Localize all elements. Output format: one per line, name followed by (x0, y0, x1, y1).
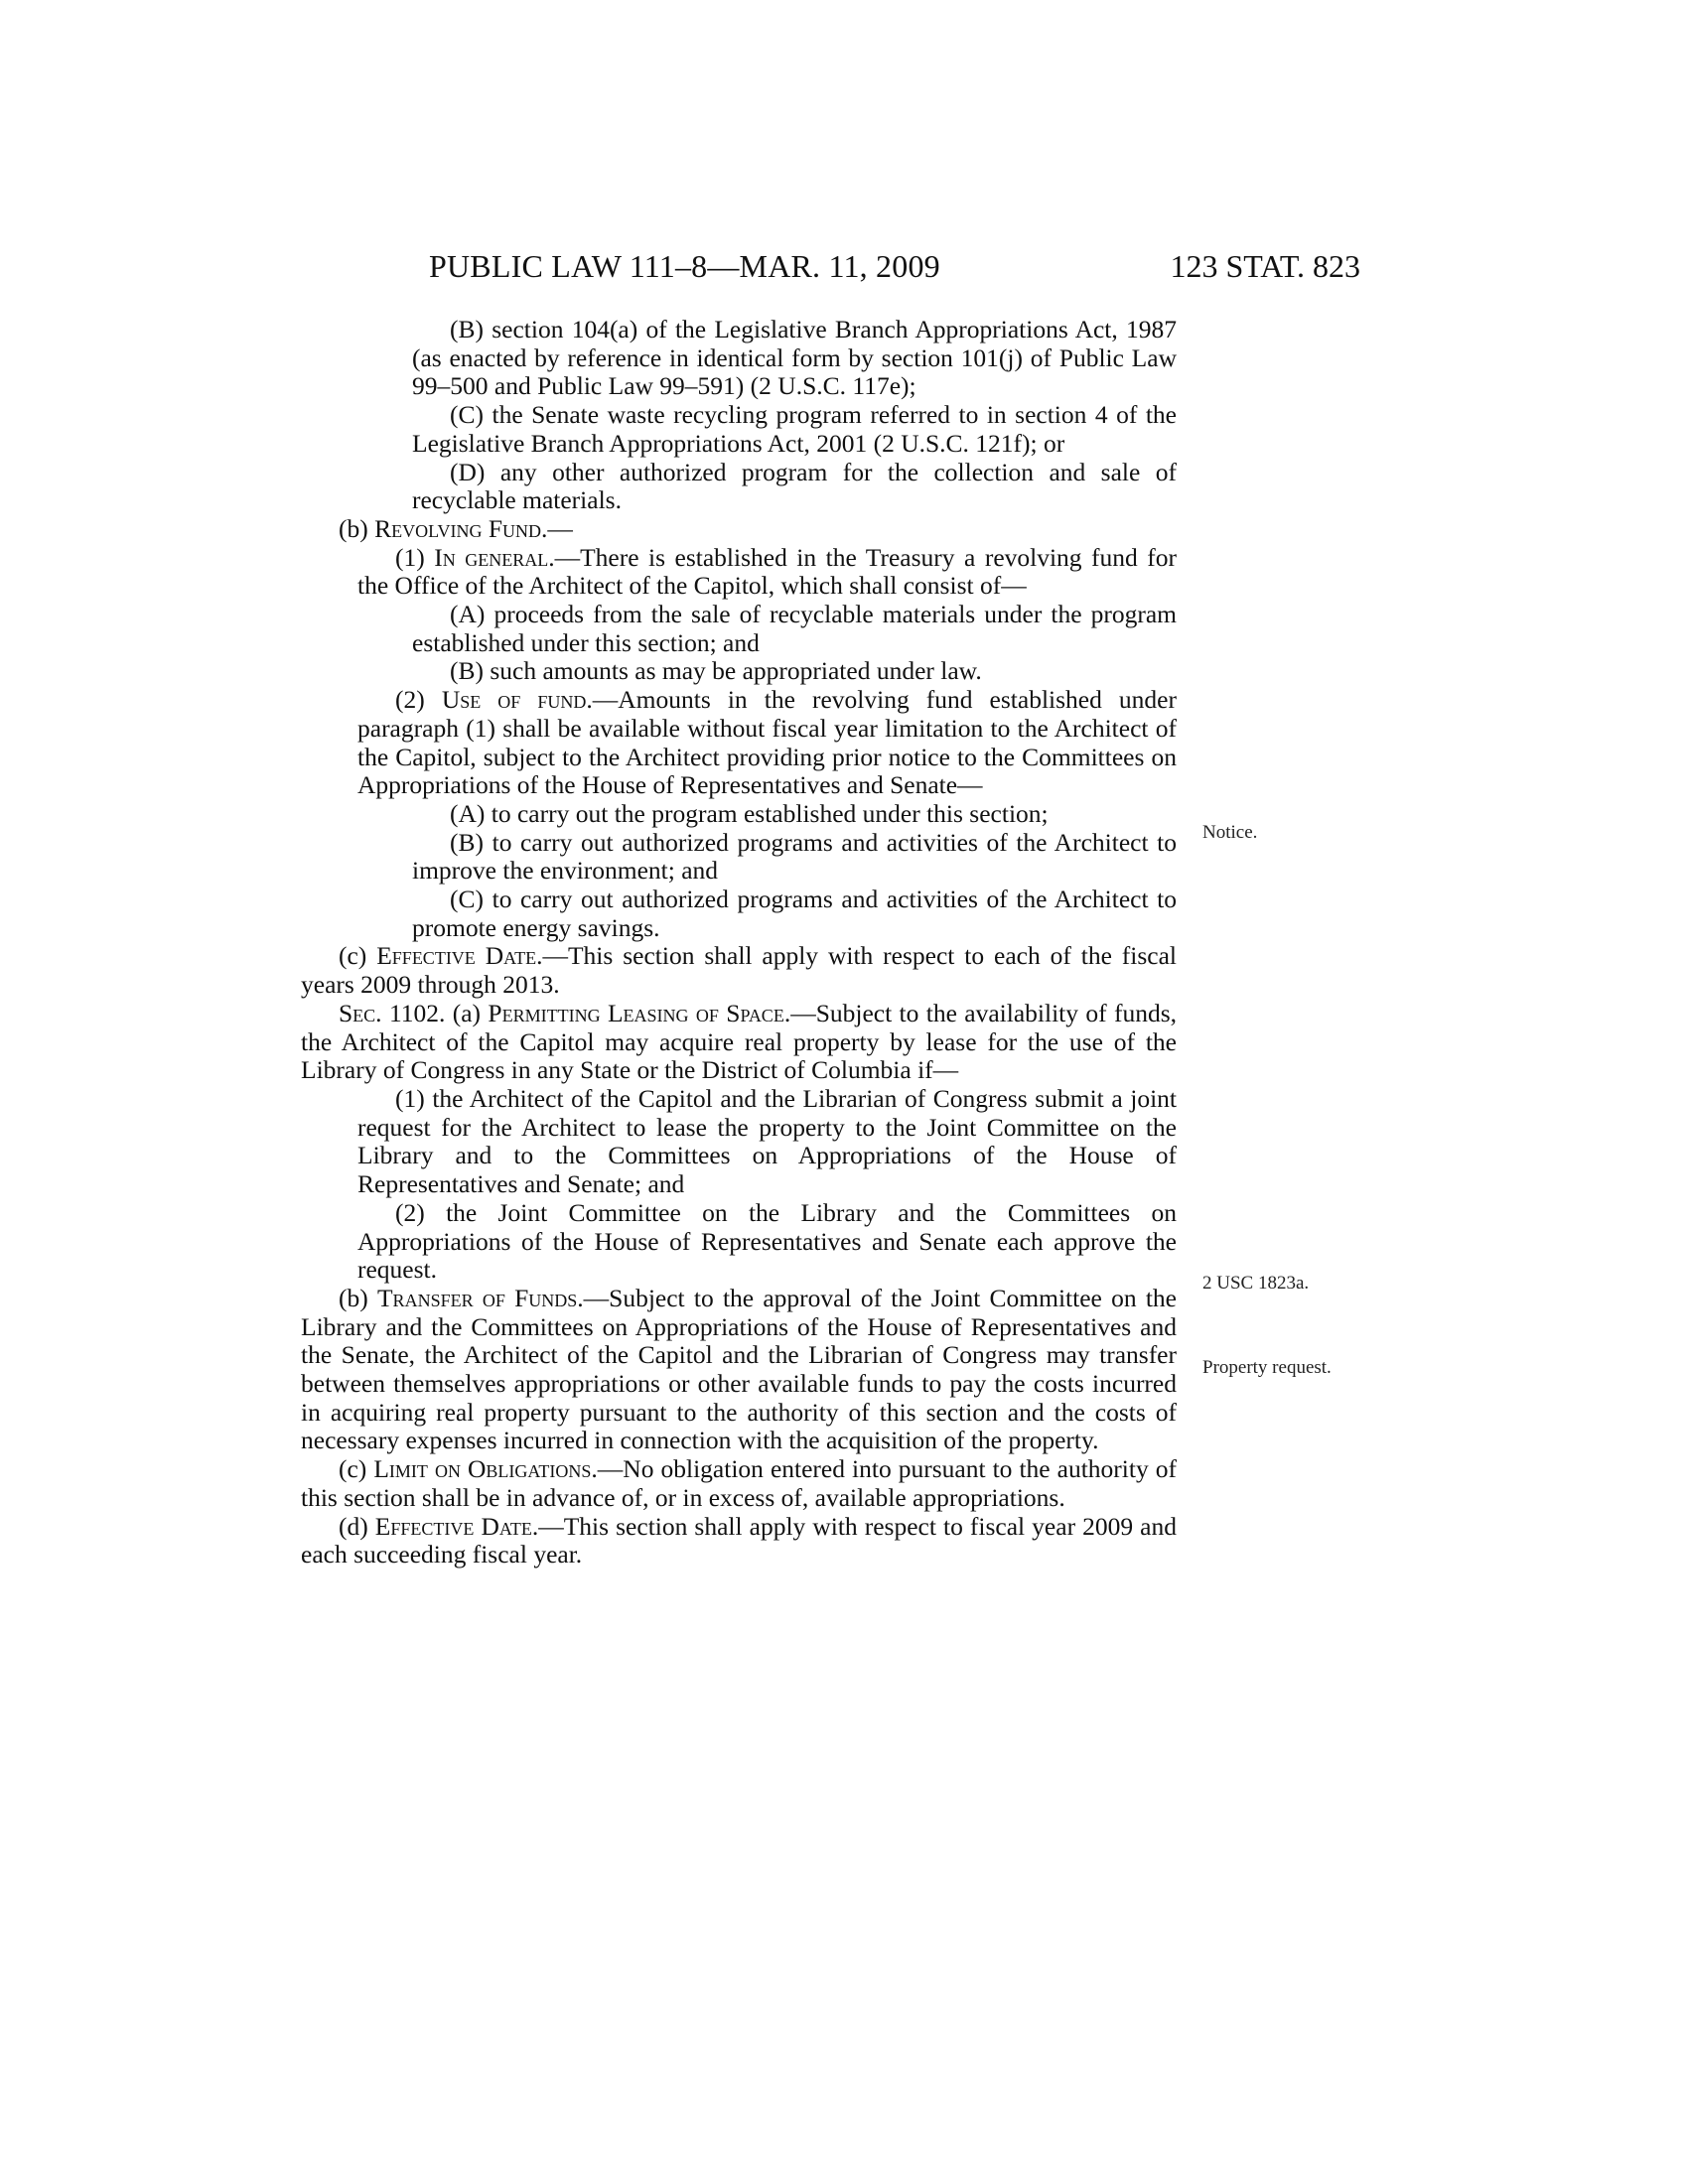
margin-note-property-request: Property request. (1202, 1357, 1332, 1378)
subsection-text: .—This section shall apply with respect to each of the fiscal years 2009 through 2013. (301, 941, 1178, 1000)
subsection-text: .—Subject to the availability of funds, the Architect of the Capitol may acquire real property by lease for the use of the Library of Congress in any State or the District of Columbia if— (301, 998, 1178, 1085)
subsection-heading: Permitting Leasing of Space (488, 998, 784, 1027)
subsection-text: .—No obligation entered into pursuant to the authority of this section shall be in advance of, or in excess of, available appropriations. (301, 1454, 1177, 1512)
paragraph-d-other-program: (D) any other authorized program for the collection and sale of recyclable materials. (412, 457, 1177, 515)
subsection-c-limit-on-obligations (301, 1455, 1177, 1512)
subsection-heading: Revolving Fund (374, 513, 541, 543)
subsection-dash: .— (541, 513, 573, 543)
paragraph-text: .—Amounts in the revolving fund established under paragraph (1) shall be available without fiscal year limitation to the Architect of the Capitol, subject to the Architect providing prior notice to the Committees on Appropriations of the House of Representatives and Senate— (357, 685, 1177, 800)
subparagraph-b-amounts: (B) such amounts as may be appropriated under law. (450, 656, 982, 686)
running-head: PUBLIC LAW 111–8—MAR. 11, 2009 (429, 248, 940, 284)
paragraph-2-approve-request: (2) the Joint Committee on the Library and the Committees on Appropriations of the House of Representatives and Senate each approve the request. (357, 1197, 1177, 1285)
section-label: Sec. (339, 998, 382, 1027)
subsection-text: .—Subject to the approval of the Joint Committee on the Library and the Committees on Appropriations of the House of Representatives and the Senate, the Architect of the Capitol and the Librarian of Congress may transfer between themselves appropriations or other available funds to pay the costs incurred in acquiring real property pursuant to the authority of this section and the costs of necessary expenses incurred in connection with the acquisition of the property. (301, 1283, 1177, 1455)
subsection-d-effective-date (301, 1513, 1177, 1570)
subsection-label: (b) (339, 513, 368, 543)
subsection-heading: Transfer of Funds (376, 1283, 578, 1312)
paragraph-1-joint-request: (1) the Architect of the Capitol and the Librarian of Congress submit a joint request for the Architect to lease the property to the Joint Committee on the Library and to the Committees on Appropriations of the House of Representatives and Senate; and (357, 1083, 1177, 1199)
paragraph-heading: Use of fund (441, 685, 587, 715)
subsection-text: .—This section shall apply with respect to fiscal year 2009 and each succeeding fiscal year. (301, 1511, 1178, 1570)
margin-note-notice: Notice. (1202, 822, 1258, 843)
subsection-label: (c) (339, 1454, 367, 1484)
subsection-heading: Limit on Obligations (373, 1454, 592, 1484)
subsection-label: (d) (339, 1511, 368, 1541)
section-1102-a-leasing (301, 1000, 1177, 1085)
subsection-c-effective-date (301, 942, 1177, 999)
subsection-b-transfer-of-funds (301, 1285, 1177, 1455)
subparagraph-a-proceeds: (A) proceeds from the sale of recyclable materials under the program established under this section; and (412, 600, 1177, 657)
paragraph-c-senate-recycling: (C) the Senate waste recycling program referred to in section 4 of the Legislative Branch Appropriations Act, 2001 (2 U.S.C. 121f); or (412, 400, 1177, 458)
subparagraph-c-energy-savings: (C) to carry out authorized programs and activities of the Architect to promote energy savings. (412, 885, 1177, 942)
margin-note-usc-citation: 2 USC 1823a. (1202, 1273, 1310, 1294)
subsection-b-revolving-fund (301, 515, 1177, 544)
section-number: 1102. (a) (388, 998, 482, 1027)
paragraph-text: .—There is established in the Treasury a revolving fund for the Office of the Architect of the Capitol, which shall consist of— (357, 542, 1178, 601)
subparagraph-a-carry-out-program: (A) to carry out the program established under this section; (450, 798, 1049, 828)
statute-page-reference: 123 STAT. 823 (1170, 248, 1360, 284)
paragraph-1-in-general (301, 544, 1177, 601)
subsection-heading: Effective Date (374, 1511, 532, 1541)
paragraph-b-section-104a: (B) section 104(a) of the Legislative Branch Appropriations Act, 1987 (as enacted by reference in identical form by section 101(j) of Public Law 99–500 and Public Law 99–591) (2 U.S.C. 117e); (412, 315, 1177, 401)
subsection-label: (c) (339, 941, 367, 971)
subsection-label: (b) (339, 1283, 368, 1312)
paragraph-label: (1) (395, 542, 425, 572)
paragraph-2-use-of-fund (301, 686, 1177, 800)
subparagraph-b-environment: (B) to carry out authorized programs and activities of the Architect to improve the environment; and (412, 827, 1177, 886)
document-body (301, 316, 1177, 1570)
paragraph-label: (2) (395, 685, 425, 715)
paragraph-heading: In general (434, 542, 549, 572)
page-header (0, 248, 1688, 288)
subsection-heading: Effective Date (376, 941, 537, 971)
